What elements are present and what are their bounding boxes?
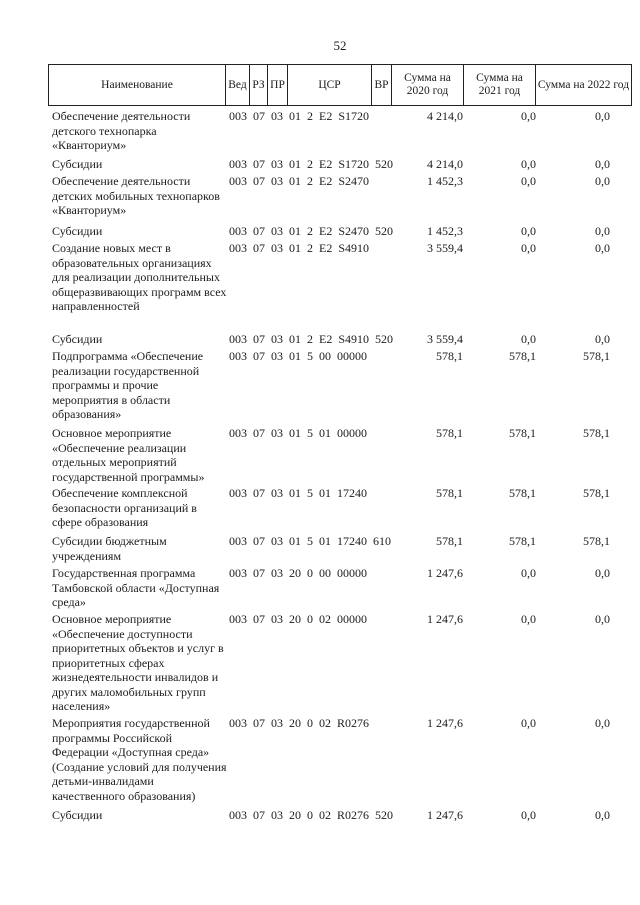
row-sum-2020: 1 247,6 <box>427 808 463 822</box>
row-name: Основное мероприятие «Обеспечение доступности приоритетных объектов и услуг в приоритетных сферах жизнедеятельности инвалидов и других маломобильных групп населения» <box>52 612 224 713</box>
row-codes: 003 07 03 01 2 E2 S1720 <box>229 109 370 123</box>
row-codes: 003 07 03 20 0 02 00000 <box>229 612 367 626</box>
row-sum-2021: 0,0 <box>521 716 536 730</box>
header-vr: ВР <box>371 65 391 105</box>
row-name: Государственная программа Тамбовской области «Доступная среда» <box>52 566 220 609</box>
row-sum-2021: 0,0 <box>521 566 536 580</box>
row-sum-2022: 578,1 <box>583 349 610 363</box>
row-sum-2020: 578,1 <box>436 486 463 500</box>
row-sum-2020: 1 452,3 <box>427 224 463 238</box>
row-sum-2022: 0,0 <box>595 241 610 255</box>
row-codes: 003 07 03 01 2 E2 S4910 520 <box>229 332 394 346</box>
row-sum-2022: 0,0 <box>595 174 610 188</box>
row-name: Субсидии <box>52 224 103 238</box>
row-sum-2021: 0,0 <box>521 612 536 626</box>
row-sum-2021: 578,1 <box>509 486 536 500</box>
row-name: Субсидии бюджетным учреждениям <box>52 534 167 563</box>
row-codes: 003 07 03 01 2 E2 S4910 <box>229 241 370 255</box>
row-sum-2021: 0,0 <box>521 157 536 171</box>
header-ved: Вед <box>225 65 249 105</box>
page-number: 52 <box>333 38 347 53</box>
row-name: Создание новых мест в образовательных организациях для реализации дополнительных общеразвивающих программ всех направленностей <box>52 241 227 313</box>
row-sum-2020: 578,1 <box>436 349 463 363</box>
row-sum-2021: 0,0 <box>521 224 536 238</box>
row-sum-2022: 0,0 <box>595 808 610 822</box>
row-sum-2021: 0,0 <box>521 808 536 822</box>
row-codes: 003 07 03 01 2 E2 S2470 <box>229 174 370 188</box>
row-sum-2021: 0,0 <box>521 174 536 188</box>
row-sum-2020: 3 559,4 <box>427 241 463 255</box>
row-name: Субсидии <box>52 808 103 822</box>
row-sum-2022: 578,1 <box>583 534 610 548</box>
row-name: Мероприятия государственной программы Российской Федерации «Доступная среда» (Создание условий для получения детьми-инвалидами качественного образования) <box>52 716 227 803</box>
row-codes: 003 07 03 01 2 E2 S1720 520 <box>229 157 394 171</box>
row-codes: 003 07 03 01 2 E2 S2470 520 <box>229 224 394 238</box>
row-sum-2020: 1 247,6 <box>427 716 463 730</box>
row-sum-2020: 4 214,0 <box>427 109 463 123</box>
row-sum-2022: 0,0 <box>595 332 610 346</box>
row-sum-2021: 0,0 <box>521 109 536 123</box>
header-csr: ЦСР <box>287 65 371 105</box>
row-sum-2021: 578,1 <box>509 426 536 440</box>
row-sum-2020: 1 247,6 <box>427 612 463 626</box>
row-codes: 003 07 03 20 0 02 R0276 <box>229 716 370 730</box>
row-name: Субсидии <box>52 332 103 346</box>
header-rz: РЗ <box>249 65 267 105</box>
row-sum-2022: 0,0 <box>595 566 610 580</box>
row-sum-2022: 578,1 <box>583 426 610 440</box>
row-name: Подпрограмма «Обеспечение реализации государственной программы и прочие мероприятия в области образования» <box>52 349 204 421</box>
row-codes: 003 07 03 20 0 02 R0276 520 <box>229 808 394 822</box>
row-sum-2020: 3 559,4 <box>427 332 463 346</box>
row-sum-2020: 578,1 <box>436 534 463 548</box>
header-name: Наименование <box>101 78 173 91</box>
row-sum-2021: 0,0 <box>521 241 536 255</box>
row-sum-2022: 0,0 <box>595 612 610 626</box>
row-name: Субсидии <box>52 157 103 171</box>
header-sum-2021: Сумма на 2021 год <box>463 65 535 105</box>
header-sum-2020: Сумма на 2020 год <box>391 65 463 105</box>
row-sum-2020: 1 452,3 <box>427 174 463 188</box>
row-name: Обеспечение деятельности детского технопарка «Кванториум» <box>52 109 191 152</box>
row-name: Основное мероприятие «Обеспечение реализации отдельных мероприятий государственной программы» <box>52 426 205 484</box>
row-sum-2022: 0,0 <box>595 716 610 730</box>
row-sum-2022: 0,0 <box>595 157 610 171</box>
row-sum-2022: 0,0 <box>595 224 610 238</box>
row-codes: 003 07 03 01 5 01 17240 610 <box>229 534 391 548</box>
row-sum-2021: 578,1 <box>509 534 536 548</box>
row-sum-2022: 578,1 <box>583 486 610 500</box>
row-codes: 003 07 03 01 5 01 17240 <box>229 486 367 500</box>
row-codes: 003 07 03 01 5 01 00000 <box>229 426 367 440</box>
row-codes: 003 07 03 01 5 00 00000 <box>229 349 367 363</box>
header-pr: ПР <box>267 65 287 105</box>
row-name: Обеспечение деятельности детских мобильных технопарков «Кванториум» <box>52 174 220 217</box>
row-codes: 003 07 03 20 0 00 00000 <box>229 566 367 580</box>
row-sum-2020: 578,1 <box>436 426 463 440</box>
row-sum-2021: 578,1 <box>509 349 536 363</box>
row-sum-2020: 1 247,6 <box>427 566 463 580</box>
row-sum-2020: 4 214,0 <box>427 157 463 171</box>
row-sum-2022: 0,0 <box>595 109 610 123</box>
row-name: Обеспечение комплексной безопасности организаций в сфере образования <box>52 486 197 529</box>
row-sum-2021: 0,0 <box>521 332 536 346</box>
header-sum-2022: Сумма на 2022 год <box>535 65 631 105</box>
